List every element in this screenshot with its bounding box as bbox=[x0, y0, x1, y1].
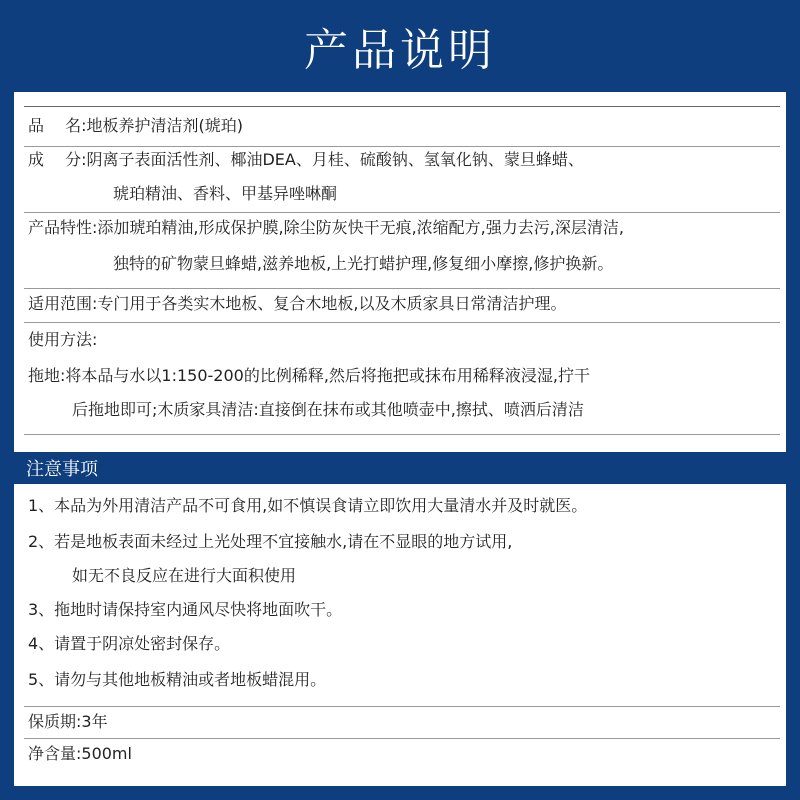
divider bbox=[24, 434, 780, 435]
usage-line-1: 拖地:将本品与水以1:150-200的比例稀释,然后将拖把或抹布用稀释液浸湿,拧干 bbox=[28, 366, 590, 385]
shelf-life: 保质期:3年 bbox=[28, 712, 108, 731]
ingredients-line-1: 成 分:阴离子表面活性剂、椰油DEA、月桂、硫酸钠、氢氧化钠、蒙旦蜂蜡、 bbox=[28, 150, 584, 169]
features-line-1: 产品特性:添加琥珀精油,形成保护膜,除尘防灰快干无痕,浓缩配方,强力去污,深层清洁, bbox=[28, 218, 624, 237]
divider bbox=[24, 288, 780, 289]
notice-item: 3、拖地时请保持室内通风尽快将地面吹干。 bbox=[28, 600, 343, 619]
page-title: 产品说明 bbox=[304, 25, 496, 76]
product-name: 品 名:地板养护清洁剂(琥珀) bbox=[28, 116, 243, 135]
product-info-panel bbox=[14, 92, 786, 452]
divider bbox=[24, 706, 780, 707]
usage-label: 使用方法: bbox=[28, 330, 98, 349]
net-content: 净含量:500ml bbox=[28, 744, 132, 763]
divider bbox=[24, 106, 780, 107]
notice-item: 4、请置于阴凉处密封保存。 bbox=[28, 634, 231, 653]
notice-title: 注意事项 bbox=[26, 459, 98, 480]
notice-item: 如无不良反应在进行大面积使用 bbox=[72, 566, 297, 585]
divider bbox=[24, 146, 780, 147]
usage-line-2: 后拖地即可;木质家具清洁:直接倒在抹布或其他喷壶中,擦拭、喷洒后清洁 bbox=[72, 400, 584, 419]
notice-item: 2、若是地板表面未经过上光处理不宜接触水,请在不显眼的地方试用, bbox=[28, 532, 513, 551]
divider bbox=[24, 212, 780, 213]
notice-panel bbox=[14, 484, 786, 786]
divider bbox=[24, 322, 780, 323]
features-line-2: 独特的矿物蒙旦蜂蜡,滋养地板,上光打蜡护理,修复细小摩擦,修护换新。 bbox=[113, 254, 614, 273]
notice-item: 1、本品为外用清洁产品不可食用,如不慎误食请立即饮用大量清水并及时就医。 bbox=[28, 496, 588, 515]
divider bbox=[24, 738, 780, 739]
ingredients-line-2: 琥珀精油、香料、甲基异唑啉酮 bbox=[113, 184, 338, 203]
notice-item: 5、请勿与其他地板精油或者地板蜡混用。 bbox=[28, 670, 327, 689]
usage-scope: 适用范围:专门用于各类实木地板、复合木地板,以及木质家具日常清洁护理。 bbox=[28, 294, 567, 313]
